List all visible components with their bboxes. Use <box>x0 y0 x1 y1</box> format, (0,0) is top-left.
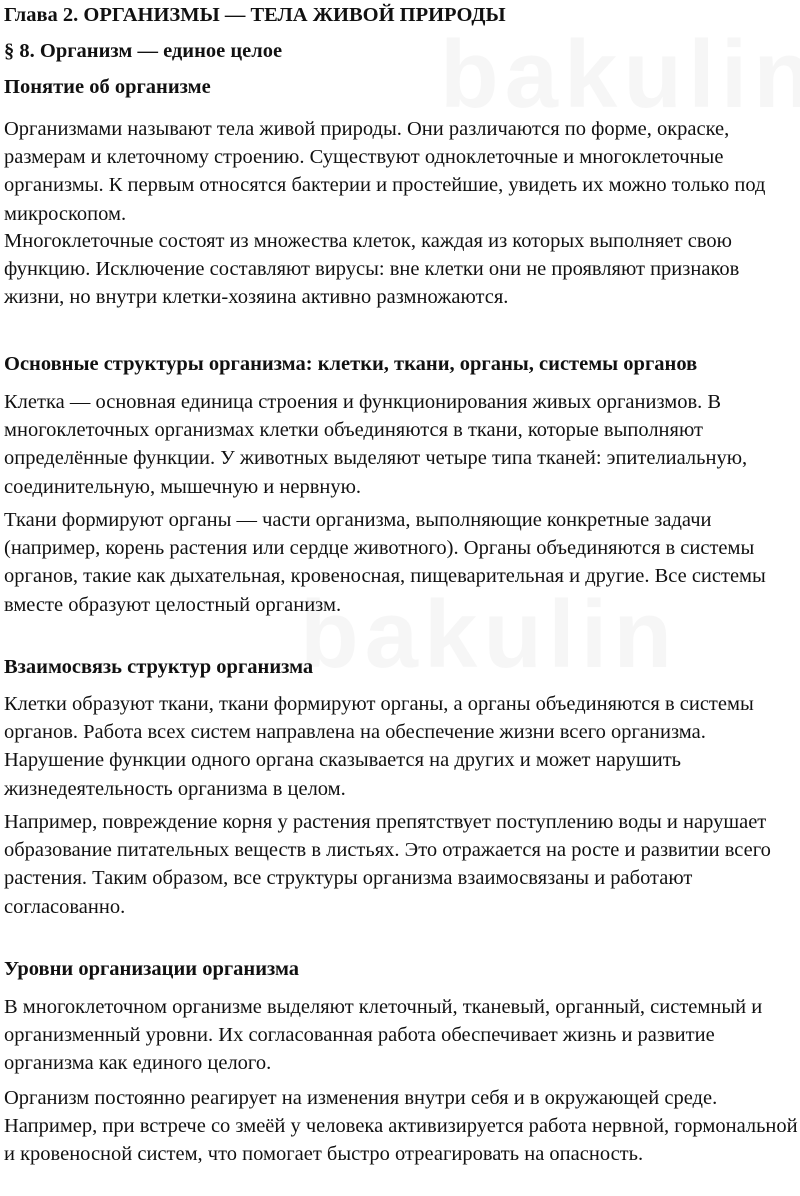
section-title: § 8. Организм — единое целое <box>4 40 283 62</box>
paragraph: Клетки образуют ткани, ткани формируют органы, а органы объединяются в системы органов. Работа всех систем направлена на обеспечение жизни всего организма. Нарушение функции одного органа сказывается на других и может нарушить жизнедеятельность организма в целом. <box>4 693 754 800</box>
watermark <box>440 20 800 130</box>
paragraph: Многоклеточные состоят из множества клеток, каждая из которых выполняет свою функцию. Исключение составляют вирусы: вне клетки они не проявляют признаков жизни, но внутри клетки-хозяина активно размножаются. <box>4 230 740 309</box>
section-heading: Основные структуры организма: клетки, ткани, органы, системы органов <box>4 353 698 375</box>
paragraph: В многоклеточном организме выделяют клеточный, тканевый, органный, системный и организменный уровни. Их согласованная работа обеспечивает жизнь и развитие организма как единого целого. <box>4 996 763 1075</box>
paragraph: Ткани формируют органы — части организма, выполняющие конкретные задачи (например, корень растения или сердце животного). Органы объединяются в системы органов, такие как дыхательная, кровеносная, пищеварительная и другие. Все системы вместе образуют целостный организм. <box>4 509 766 616</box>
section-heading: Взаимосвязь структур организма <box>4 656 314 678</box>
paragraph: Клетка — основная единица строения и функционирования живых организмов. В многоклеточных организмах клетки объединяются в ткани, которые выполняют определённые функции. У животных выделяют четыре типа тканей: эпителиальную, соединительную, мышечную и нервную. <box>4 391 748 498</box>
paragraph: Например, повреждение корня у растения препятствует поступлению воды и нарушает образование питательных веществ в листьях. Это отражается на росте и развитии всего растения. Таким образом, все структуры организма взаимосвязаны и работают согласованно. <box>4 811 771 918</box>
chapter-title: Глава 2. ОРГАНИЗМЫ — ТЕЛА ЖИВОЙ ПРИРОДЫ <box>4 4 506 26</box>
section-heading: Понятие об организме <box>4 76 211 98</box>
section-heading: Уровни организации организма <box>4 958 300 980</box>
paragraph: Организмами называют тела живой природы. Они различаются по форме, окраске, размерам и клеточному строению. Существуют одноклеточные и многоклеточные организмы. К первым относятся бактерии и простейшие, увидеть их можно только под микроскопом. <box>4 118 766 225</box>
paragraph: Организм постоянно реагирует на изменения внутри себя и в окружающей среде. Например, при встрече со змеёй у человека активизируется работа нервной, гормональной и кровеносной систем, что помогает быстро отреагировать на опасность. <box>4 1087 798 1166</box>
